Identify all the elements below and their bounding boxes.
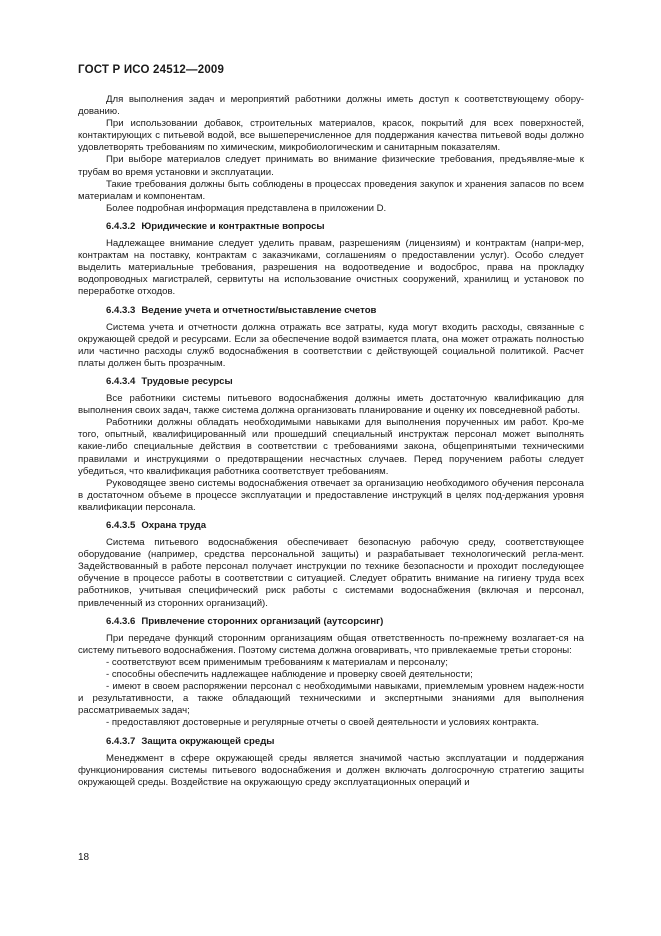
section-number: 6.4.3.5: [106, 520, 136, 531]
paragraph: Такие требования должны быть соблюдены в процессах проведения закупок и хранения запасов по всем материалам и компонентам.: [78, 178, 584, 202]
paragraph: Все работники системы питьевого водоснабжения должны иметь достаточную квалификацию для выполнения своих задач, также система должна организовать планирование и оценку их повседневной работы.: [78, 393, 584, 417]
section-number: 6.4.3.7: [106, 735, 136, 747]
page-number: 18: [78, 852, 90, 863]
section-title: Трудовые ресурсы: [141, 375, 233, 387]
paragraph: При использовании добавок, строительных материалов, красок, покрытий для всех поверхностей, контактирующих с питьевой водой, все вышеперечисленное для поддержания качества питьевой воды должно удовлетворять требованиям по химическим, микробиологическим и санитарным показателям.: [78, 118, 584, 154]
paragraph: Надлежащее внимание следует уделить правам, разрешениям (лицензиям) и контрактам (напри-мер, контрактам на поставку, контрактам с заказчиками, соглашениям о предоставлении услуг). Особо следует выделить материальные требования, разрешения на водоотведение и водосброс, права на прокладку водопроводных магистралей, сервитуты на использование очистных сооружений, хранилищ и установок по переработке отходов.: [78, 238, 584, 298]
section-heading-6433: [78, 305, 584, 317]
section-title: Охрана труда: [141, 520, 207, 531]
section-number: 6.4.3.2: [106, 220, 136, 232]
section-heading-6434: [78, 376, 584, 388]
section-number: 6.4.3.6: [106, 615, 136, 627]
document-header: ГОСТ Р ИСО 24512—2009: [78, 64, 225, 76]
section-title: Привлечение сторонних организаций (аутсорсинг): [141, 615, 384, 627]
section-heading-6432: [78, 221, 584, 233]
section-heading-6437: [78, 736, 584, 748]
list-item: - способны обеспечить надлежащее наблюдение и проверку своей деятельности;: [106, 669, 473, 681]
paragraph: При передаче функций сторонним организациям общая ответственность по-прежнему возлагает-ся на систему питьевого водоснабжения. Поэтому система должна оговаривать, что привлекаемые третьи стороны:: [78, 632, 584, 656]
list-item: - имеют в своем распоряжении персонал с необходимыми навыками, приемлемым уровнем надеж-ности и результативности, а также обладающий техническими и экспертными знаниями для выполнения рассматриваемых задач;: [78, 681, 584, 717]
section-heading-6436: [78, 616, 584, 628]
paragraph: При выборе материалов следует принимать во внимание физические требования, предъявляе-мые к трубам во время установки и эксплуатации.: [78, 154, 584, 178]
paragraph: Менеджмент в сфере окружающей среды является значимой частью эксплуатации и поддержания функционирования системы питьевого водоснабжения и должен включать долгосрочную стратегию защиты окружающей среды. Воздействие на окружающую среду эксплуатационных операций и: [78, 752, 584, 788]
list-item: - соответствуют всем применимым требованиям к материалам и персоналу;: [106, 656, 448, 668]
section-number: 6.4.3.3: [106, 304, 136, 316]
section-title: Ведение учета и отчетности/выставление счетов: [141, 304, 377, 316]
section-number: 6.4.3.4: [106, 375, 136, 387]
section-heading-6435: [78, 520, 584, 532]
paragraph: Руководящее звено системы водоснабжения отвечает за организацию необходимого обучения персонала в достаточном объеме в процессе эксплуатации и предоставление инструкций в целях под-держания уровня квалификации персонала.: [78, 477, 584, 513]
paragraph: Работники должны обладать необходимыми навыками для выполнения порученных им работ. Кро-ме того, опытный, квалифицированный или прошедший специальный инструктаж персонал может выполнять какие-либо специальные действия в соответствии с требованиями закона, общепринятыми техническими правилами и инструкциями о предотвращении несчастных случаев. Перед поручением работы следует убедиться, что квалификация работника соответствует требованиям.: [78, 417, 584, 477]
list-item: - предоставляют достоверные и регулярные отчеты о своей деятельности и условиях контракта.: [106, 717, 540, 729]
paragraph: Для выполнения задач и мероприятий работники должны иметь доступ к соответствующему обору-дованию.: [78, 94, 584, 118]
section-title: Защита окружающей среды: [141, 735, 275, 747]
section-title: Юридические и контрактные вопросы: [141, 220, 325, 232]
paragraph: Более подробная информация представлена в приложении D.: [106, 202, 387, 214]
paragraph: Система учета и отчетности должна отражать все затраты, куда могут входить расходы, связанные с окружающей средой и ресурсами. Если за обеспечение водой взимается плата, она может отражать полностью или частично расходы служб водоснабжения в соответствии с действующей социальной политикой. Расчет платы должен быть прозрачным.: [78, 321, 584, 369]
paragraph: Система питьевого водоснабжения обеспечивает безопасную рабочую среду, соответствующее оборудование (например, средства персональной защиты) и разрабатывает технологический регла-мент. Задействованный в работе персонал получает инструкции по технике безопасности и проходит последующее обучение в процессе работы в соответствии с ситуацией. Следует обратить внимание на гигиену труда всех работников, учитывая специфический риск работы с системами водоснабжения (включая и персонал, привлеченный из сторонних организаций).: [78, 537, 584, 609]
document-body: [78, 94, 584, 789]
